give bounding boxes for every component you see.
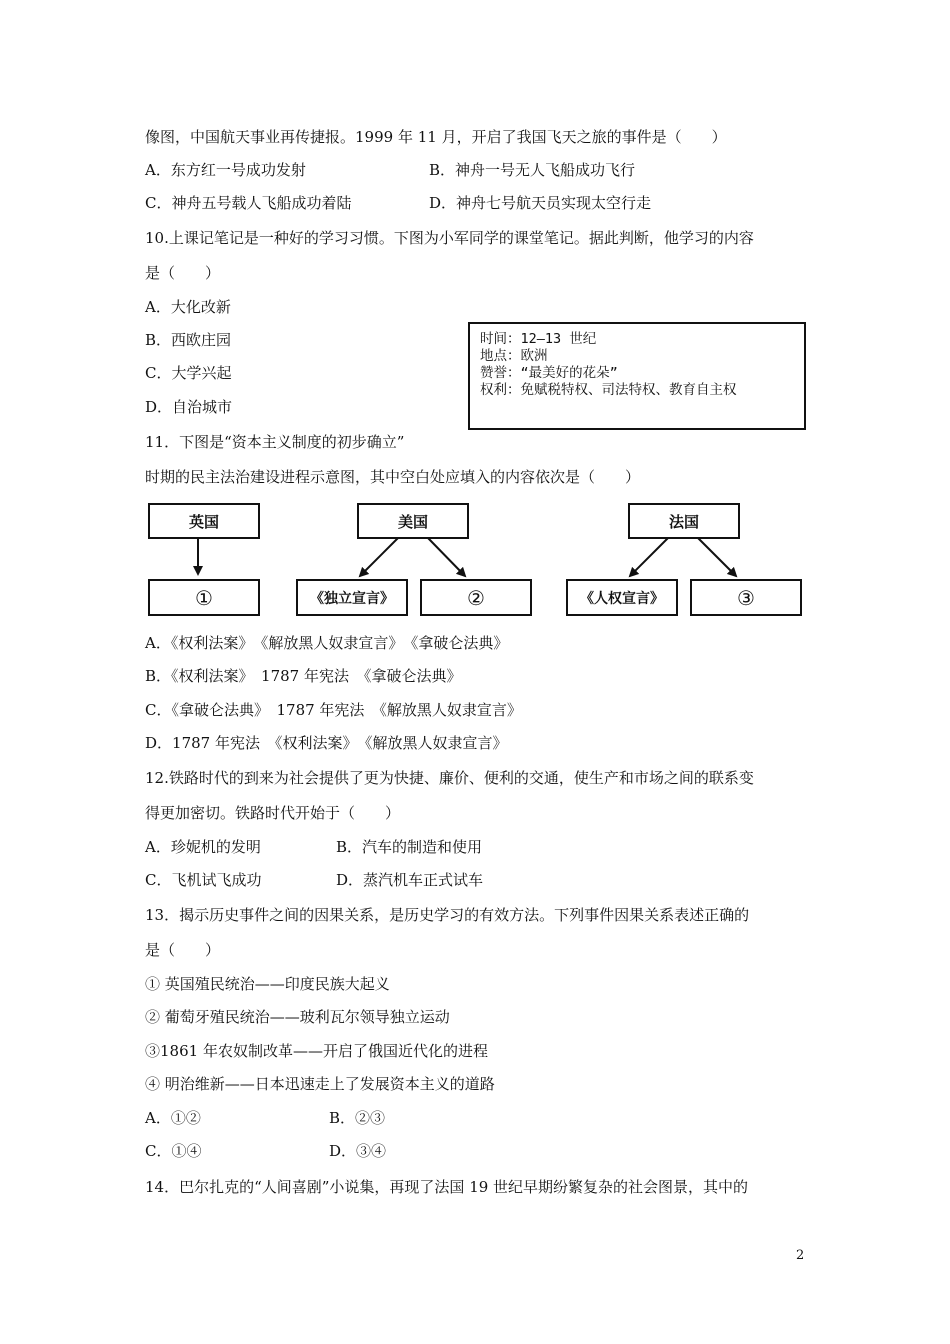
q10-stem-line1: 10.上课记笔记是一种好的学习习惯。下图为小军同学的课堂笔记。据此判断，他学习的内容 bbox=[145, 229, 754, 247]
note-praise: 赞誉：“最美好的花朵” bbox=[480, 365, 618, 381]
box-blank-1: ① bbox=[148, 579, 260, 616]
q12-option-c: C．飞机试飞成功 bbox=[145, 871, 262, 889]
arrow-usa-right bbox=[428, 538, 465, 576]
box-declaration-rights: 《人权宣言》 bbox=[566, 579, 678, 616]
q10-option-b: B．西欧庄园 bbox=[145, 331, 232, 349]
note-rights: 权利：免赋税特权、司法特权、教育自主权 bbox=[480, 382, 737, 398]
q13-option-c: C．①④ bbox=[145, 1142, 202, 1160]
q12-stem-line2: 得更加密切。铁路时代开始于（ ） bbox=[145, 804, 401, 822]
q9-option-d: D．神舟七号航天员实现太空行走 bbox=[429, 194, 652, 212]
q13-option-a: A．①② bbox=[145, 1109, 201, 1127]
q11-option-c: C．《拿破仑法典》 1787 年宪法 《解放黑人奴隶宣言》 bbox=[145, 701, 522, 719]
q14-stem-line1: 14．巴尔扎克的“人间喜剧”小说集，再现了法国 19 世纪早期纷繁复杂的社会图景，其中的 bbox=[145, 1178, 749, 1196]
note-time: 时间：12—13 世纪 bbox=[480, 331, 597, 347]
q11-option-d: D．1787 年宪法 《权利法案》 《解放黑人奴隶宣言》 bbox=[145, 734, 508, 752]
q12-option-b: B．汽车的制造和使用 bbox=[336, 838, 483, 856]
q11-stem-line1: 11．下图是“资本主义制度的初步确立” bbox=[145, 433, 405, 451]
box-declaration-independence: 《独立宣言》 bbox=[296, 579, 408, 616]
q13-item-4: ④ 明治维新——日本迅速走上了发展资本主义的道路 bbox=[145, 1075, 495, 1093]
diagram-arrows bbox=[0, 0, 950, 640]
q11-stem-line2: 时期的民主法治建设进程示意图，其中空白处应填入的内容依次是（ ） bbox=[145, 468, 641, 486]
q13-item-3: ③1861 年农奴制改革——开启了俄国近代化的进程 bbox=[145, 1042, 488, 1060]
q12-option-a: A．珍妮机的发明 bbox=[145, 838, 261, 856]
box-france: 法国 bbox=[628, 503, 740, 539]
q9-stem: 像图，中国航天事业再传捷报。1999 年 11 月，开启了我国飞天之旅的事件是（ ） bbox=[145, 128, 727, 146]
q11-option-b: B．《权利法案》 1787 年宪法 《拿破仑法典》 bbox=[145, 667, 462, 685]
arrow-france-right bbox=[698, 538, 736, 576]
arrow-usa-left bbox=[360, 538, 398, 576]
q13-option-b: B．②③ bbox=[329, 1109, 386, 1127]
q9-option-a: A．东方红一号成功发射 bbox=[145, 161, 306, 179]
q10-option-d: D．自治城市 bbox=[145, 398, 233, 416]
q9-option-b: B．神舟一号无人飞船成功飞行 bbox=[429, 161, 636, 179]
box-usa: 美国 bbox=[357, 503, 469, 539]
note-place: 地点：欧洲 bbox=[480, 348, 548, 364]
q12-option-d: D．蒸汽机车正式试车 bbox=[336, 871, 484, 889]
box-blank-2: ② bbox=[420, 579, 532, 616]
q13-stem-line1: 13．揭示历史事件之间的因果关系，是历史学习的有效方法。下列事件因果关系表述正确的 bbox=[145, 906, 750, 924]
q13-item-2: ② 葡萄牙殖民统治——玻利瓦尔领导独立运动 bbox=[145, 1008, 450, 1026]
q13-item-1: ① 英国殖民统治——印度民族大起义 bbox=[145, 975, 390, 993]
box-england: 英国 bbox=[148, 503, 260, 539]
q10-stem-line2: 是（ ） bbox=[145, 264, 221, 282]
q9-option-c: C．神舟五号载人飞船成功着陆 bbox=[145, 194, 352, 212]
box-blank-3: ③ bbox=[690, 579, 802, 616]
q10-option-a: A．大化改新 bbox=[145, 298, 231, 316]
page-number: 2 bbox=[796, 1248, 805, 1263]
arrow-france-left bbox=[630, 538, 668, 576]
q11-option-a: A．《权利法案》 《解放黑人奴隶宣言》 《拿破仑法典》 bbox=[145, 634, 509, 652]
q13-stem-line2: 是（ ） bbox=[145, 941, 221, 959]
q12-stem-line1: 12.铁路时代的到来为社会提供了更为快捷、廉价、便利的交通，使生产和市场之间的联系变 bbox=[145, 769, 754, 787]
q13-option-d: D．③④ bbox=[329, 1142, 387, 1160]
q10-option-c: C．大学兴起 bbox=[145, 364, 232, 382]
